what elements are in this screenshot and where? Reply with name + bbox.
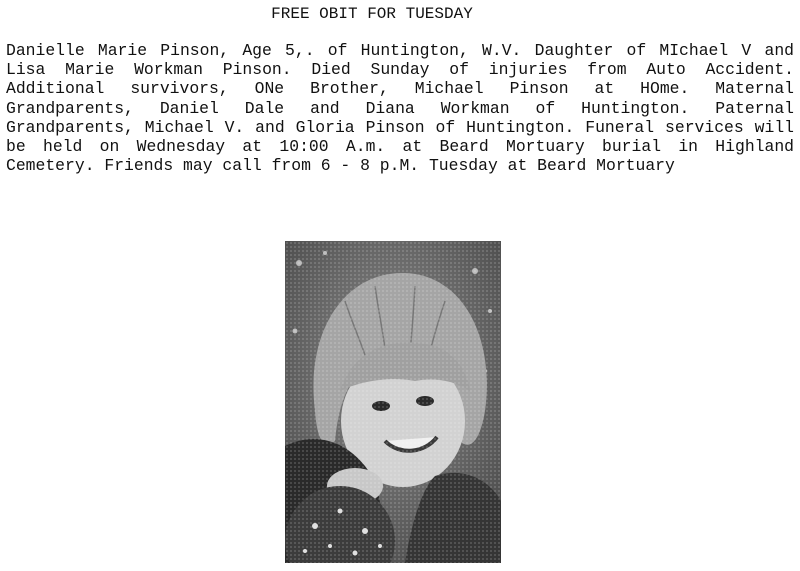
heading-text: FREE OBIT FOR TUESDAY xyxy=(271,5,473,23)
halftone-overlay xyxy=(285,241,501,563)
obituary-body: Danielle Marie Pinson, Age 5,. of Huntington, W.V. Daughter of MIchael V and Lisa Marie Workman Pinson. Died Sunday of injuries from Auto Accident. Additional survivors, ONe Brother, Michael Pinson at HOme. Maternal Grandparents, Daniel Dale and Diana Workman of Huntington. Paternal Grandparents, Michael V. and Gloria Pinson of Huntington. Funeral services will be held on Wednesday at 10:00 A.m. at Beard Mortuary burial in Highland Cemetery. Friends may call from 6 - 8 p.M. Tuesday at Beard Mortuary xyxy=(6,41,794,176)
obituary-heading xyxy=(0,4,800,24)
portrait-photo xyxy=(285,241,501,563)
portrait-illustration xyxy=(285,241,501,563)
